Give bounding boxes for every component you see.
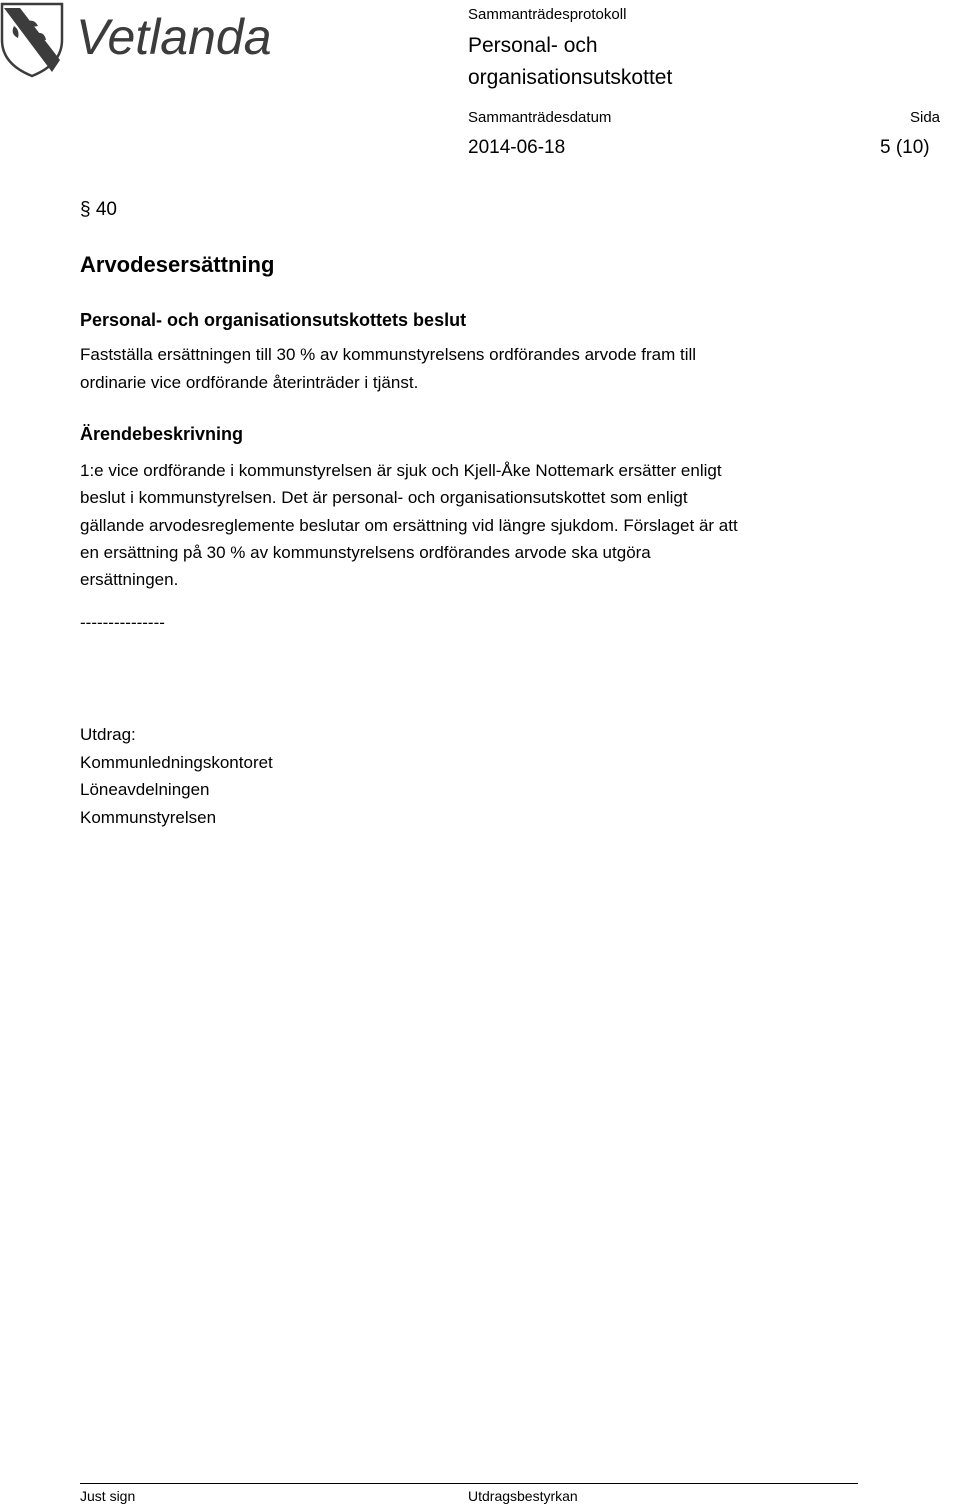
meeting-date-value: 2014-06-18 — [468, 137, 566, 158]
page-label: Sida — [910, 109, 941, 126]
recipient-item: Löneavdelningen — [80, 780, 210, 799]
description-line: ersättningen. — [80, 570, 179, 589]
description-heading: Ärendebeskrivning — [80, 424, 244, 444]
extract-label: Utdrag: — [80, 725, 136, 744]
decision-heading: Personal- och organisationsutskottets beslut — [80, 310, 467, 330]
meeting-date-label: Sammanträdesdatum — [468, 109, 612, 126]
description-line: beslut i kommunstyrelsen. Det är personal- och organisationsutskottet som enligt — [80, 488, 688, 507]
description-line: gällande arvodesreglemente beslutar om ersättning vid längre sjukdom. Förslaget är att — [80, 516, 738, 535]
decision-line: ordinarie vice ordförande återinträder i tjänst. — [80, 373, 419, 392]
committee-name-line1: Personal- och — [468, 34, 598, 57]
decision-line: Fastställa ersättningen till 30 % av kommunstyrelsens ordförandes arvode fram till — [80, 345, 697, 364]
logo-wordmark: Vetlanda — [76, 9, 272, 65]
initials-label: Just sign — [80, 1488, 136, 1504]
recipient-item: Kommunstyrelsen — [80, 808, 217, 827]
section-number: § 40 — [80, 199, 117, 220]
description-line: 1:e vice ordförande i kommunstyrelsen är sjuk och Kjell-Åke Nottemark ersätter enligt — [80, 461, 722, 480]
description-line: en ersättning på 30 % av kommunstyrelsens ordförandes arvode ska utgöra — [80, 543, 651, 562]
certification-label: Utdragsbestyrkan — [468, 1488, 578, 1504]
vetlanda-logo — [0, 0, 300, 80]
page-title: Arvodesersättning — [80, 252, 275, 277]
footer-rule — [80, 1483, 858, 1484]
coat-of-arms-icon — [0, 0, 300, 80]
recipient-item: Kommunledningskontoret — [80, 753, 273, 772]
separator: --------------- — [80, 613, 165, 632]
document-type: Sammanträdesprotokoll — [468, 6, 627, 23]
page-number: 5 (10) — [880, 137, 930, 158]
committee-name-line2: organisationsutskottet — [468, 66, 673, 89]
